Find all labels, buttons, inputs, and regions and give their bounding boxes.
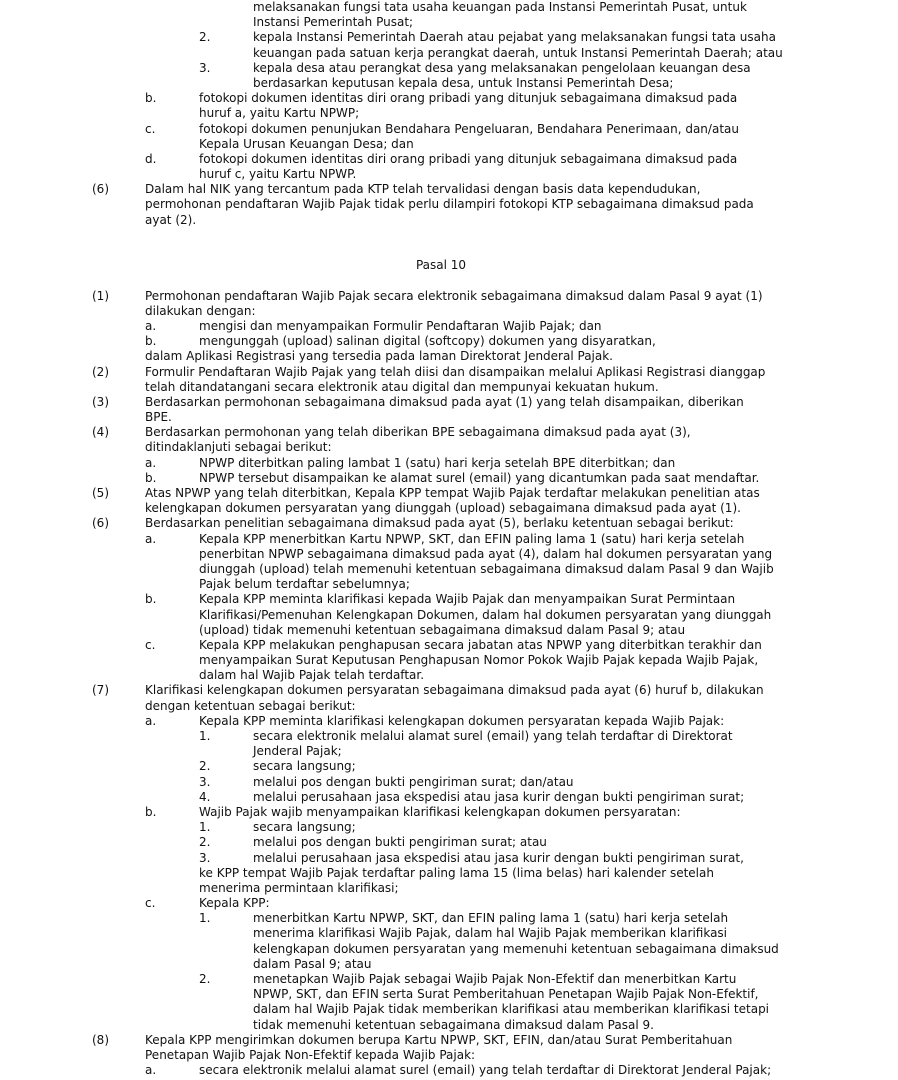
clause-text-line: telah ditandatangani secara elektronik atau digital dan mempunyai kekuatan hukum. xyxy=(145,379,659,394)
clause-marker: (5) xyxy=(92,486,109,500)
clause-item xyxy=(0,30,898,60)
clause-item xyxy=(0,334,898,349)
clause-item xyxy=(0,714,898,729)
clause-marker: a. xyxy=(145,1063,157,1078)
clause-text-line: keuangan pada satuan kerja perangkat daerah, untuk Instansi Pemerintah Daerah; atau xyxy=(253,45,783,60)
clause-text-line: Klarifikasi kelengkapan dokumen persyaratan sebagaimana dimaksud pada ayat (6) huruf b, dilakukan xyxy=(145,683,764,698)
article-heading: Pasal 10 xyxy=(415,258,467,273)
clause-item xyxy=(0,851,898,866)
clause-item xyxy=(0,638,898,684)
clause-text-line: dalam hal Wajib Pajak tidak memberikan klarifikasi atau memberikan klarifikasi tetapi xyxy=(253,1002,770,1017)
clause-marker: 2. xyxy=(199,759,211,774)
clause-marker: 3. xyxy=(199,60,211,75)
clause-item xyxy=(0,319,898,334)
clause-text-line: ke KPP tempat Wajib Pajak terdaftar paling lama 15 (lima belas) hari kalender setelah xyxy=(199,865,714,880)
clause-text-line: menerima klarifikasi Wajib Pajak, dalam hal Wajib Pajak memberikan klarifikasi xyxy=(253,926,728,941)
clause-text-line: Kepala KPP meminta klarifikasi kepada Wajib Pajak dan menyampaikan Surat Permintaan xyxy=(199,592,736,607)
clause-text-line: melaksanakan fungsi tata usaha keuangan pada Instansi Pemerintah Pusat, untuk xyxy=(253,0,747,14)
clause-item xyxy=(0,911,898,972)
clause-text-line: Penetapan Wajib Pajak Non-Efektif kepada Wajib Pajak: xyxy=(145,1047,476,1062)
clause-marker: b. xyxy=(145,804,157,819)
clause-text-line: fotokopi dokumen identitas diri orang pribadi yang ditunjuk sebagaimana dimaksud pada xyxy=(199,91,738,106)
clause-item xyxy=(0,972,898,1033)
clause-text-line: huruf c, yaitu Kartu NPWP. xyxy=(199,167,357,182)
clause-text-line: Atas NPWP yang telah diterbitkan, Kepala KPP tempat Wajib Pajak terdaftar melakukan penelitian atas xyxy=(145,486,760,500)
clause-text-line: dengan ketentuan sebagai berikut: xyxy=(145,698,356,713)
clause-text-line: (upload) tidak memenuhi ketentuan sebagaimana dimaksud dalam Pasal 9; atau xyxy=(199,622,686,637)
clause-text-line: secara langsung; xyxy=(253,759,356,774)
clause-text-line: penerbitan NPWP sebagaimana dimaksud pada ayat (4), dalam hal dokumen persyaratan yang xyxy=(199,546,773,561)
clause-text-line: menyampaikan Surat Keputusan Penghapusan Nomor Pokok Wajib Pajak kepada Wajib Pajak, xyxy=(199,653,759,668)
spacer xyxy=(0,243,898,258)
clause-text-line: menerbitkan Kartu NPWP, SKT, dan EFIN paling lama 1 (satu) hari kerja setelah xyxy=(253,911,729,926)
clause-item xyxy=(0,182,898,228)
clause-marker: 1. xyxy=(199,911,211,926)
clause-item xyxy=(0,122,898,152)
clause-text-line: secara langsung; xyxy=(253,820,356,835)
clause-text-line: melalui perusahaan jasa ekspedisi atau jasa kurir dengan bukti pengiriman surat, xyxy=(253,850,744,865)
clause-marker: 2. xyxy=(199,972,211,986)
clause-item xyxy=(0,592,898,638)
clause-text-line: NPWP diterbitkan paling lambat 1 (satu) hari kerja setelah BPE diterbitkan; dan xyxy=(199,455,676,470)
clause-item xyxy=(0,896,898,911)
clause-marker: 1. xyxy=(199,820,211,835)
clause-text-line: Pajak belum terdaftar sebelumnya; xyxy=(199,577,410,592)
clause-marker: 2. xyxy=(199,835,211,850)
clause-marker: c. xyxy=(145,121,156,136)
clause-item xyxy=(0,289,898,319)
clause-text-line: Kepala KPP melakukan penghapusan secara jabatan atas NPWP yang diterbitkan terakhir dan xyxy=(199,637,762,652)
clause-marker: (4) xyxy=(92,425,109,440)
clause-text-line: Permohonan pendaftaran Wajib Pajak secara elektronik sebagaimana dimaksud dalam Pasal 9 ayat (1) xyxy=(145,288,763,303)
clause-marker: 3. xyxy=(199,850,211,865)
clause-marker: (8) xyxy=(92,1032,109,1047)
clause-item xyxy=(0,866,898,896)
clause-text-line: Jenderal Pajak; xyxy=(253,744,342,759)
clause-text-line: NPWP tersebut disampaikan ke alamat surel (email) yang dicantumkan pada saat mendaftar. xyxy=(199,470,760,485)
clause-marker: (7) xyxy=(92,683,109,698)
clause-item xyxy=(0,759,898,774)
clause-text-line: kepala Instansi Pemerintah Daerah atau pejabat yang melaksanakan fungsi tata usaha xyxy=(253,30,776,45)
clause-text-line: BPE. xyxy=(145,410,172,425)
clause-text-line: Instansi Pemerintah Pusat; xyxy=(253,15,414,30)
clause-item xyxy=(0,729,898,759)
clause-text-line: mengunggah (upload) salinan digital (softcopy) dokumen yang disyaratkan, xyxy=(199,334,656,349)
clause-marker: b. xyxy=(145,470,157,485)
clause-item xyxy=(0,152,898,182)
clause-item xyxy=(0,775,898,790)
clause-text-line: ditindaklanjuti sebagai berikut: xyxy=(145,440,332,455)
clause-text-line: secara elektronik melalui alamat surel (email) yang telah terdaftar di Direktorat Jenderal Pajak; xyxy=(199,1063,772,1078)
clause-text-line: kepala desa atau perangkat desa yang melaksanakan pengelolaan keuangan desa xyxy=(253,60,751,75)
clause-text-line: Wajib Pajak wajib menyampaikan klarifikasi kelengkapan dokumen persyaratan: xyxy=(199,804,681,819)
clause-text-line: dilakukan dengan: xyxy=(145,303,256,318)
clause-text-line: tidak memenuhi ketentuan sebagaimana dimaksud dalam Pasal 9. xyxy=(253,1017,654,1032)
clause-marker: 3. xyxy=(199,774,211,789)
clause-item xyxy=(0,365,898,395)
clause-marker: a. xyxy=(145,713,157,728)
section-pasal-10 xyxy=(0,289,898,1079)
clause-marker: a. xyxy=(145,531,157,546)
clause-marker: 2. xyxy=(199,30,211,45)
clause-text-line: berdasarkan keputusan kepala desa, untuk Instansi Pemerintah Desa; xyxy=(253,75,674,90)
clause-text-line: mengisi dan menyampaikan Formulir Pendaftaran Wajib Pajak; dan xyxy=(199,318,602,333)
clause-text-line: dalam Aplikasi Registrasi yang tersedia pada laman Direktorat Jenderal Pajak. xyxy=(145,349,613,364)
clause-item xyxy=(0,683,898,713)
clause-text-line: Dalam hal NIK yang tercantum pada KTP telah tervalidasi dengan basis data kependudukan, xyxy=(145,182,701,197)
clause-marker: 1. xyxy=(199,729,211,743)
clause-item xyxy=(0,790,898,805)
clause-item xyxy=(0,61,898,91)
clause-text-line: Kepala KPP meminta klarifikasi kelengkapan dokumen persyaratan kepada Wajib Pajak: xyxy=(199,713,725,728)
clause-text-line: fotokopi dokumen penunjukan Bendahara Pengeluaran, Bendahara Penerimaan, dan/atau xyxy=(199,121,739,136)
clause-text-line: permohonan pendaftaran Wajib Pajak tidak perlu dilampiri fotokopi KTP sebagaimana dimaksud pada xyxy=(145,197,754,212)
clause-text-line: kelengkapan dokumen persyaratan yang diunggah (upload) sebagaimana dimaksud pada ayat (1). xyxy=(145,501,741,516)
clause-item xyxy=(0,425,898,455)
clause-text-line: Berdasarkan permohonan sebagaimana dimaksud pada ayat (1) yang telah disampaikan, diberikan xyxy=(145,394,744,409)
clause-marker: c. xyxy=(145,637,156,652)
clause-text-line: melalui pos dengan bukti pengiriman surat; atau xyxy=(253,835,547,850)
clause-marker: d. xyxy=(145,151,157,166)
clause-text-line: huruf a, yaitu Kartu NPWP; xyxy=(199,106,360,121)
clause-item xyxy=(0,835,898,850)
spacer xyxy=(0,273,898,288)
clause-text-line: secara elektronik melalui alamat surel (email) yang telah terdaftar di Direktorat xyxy=(253,729,733,743)
clause-marker: (2) xyxy=(92,364,109,379)
clause-item xyxy=(0,516,898,531)
clause-item xyxy=(0,456,898,471)
clause-marker: (1) xyxy=(92,288,109,303)
clause-text-line: menerima permintaan klarifikasi; xyxy=(199,880,399,895)
clause-text-line: Kepala KPP mengirimkan dokumen berupa Kartu NPWP, SKT, EFIN, dan/atau Surat Pemberitahuan xyxy=(145,1032,733,1047)
clause-text-line: dalam Pasal 9; atau xyxy=(253,956,372,971)
clause-text-line: Berdasarkan permohonan yang telah diberikan BPE sebagaimana dimaksud pada ayat (3), xyxy=(145,425,691,440)
clause-item xyxy=(0,471,898,486)
clause-text-line: Kepala KPP menerbitkan Kartu NPWP, SKT, dan EFIN paling lama 1 (satu) hari kerja setelah xyxy=(199,531,745,546)
clause-item xyxy=(0,91,898,121)
clause-item xyxy=(0,820,898,835)
clause-item xyxy=(0,805,898,820)
clause-text-line: Kepala Urusan Keuangan Desa; dan xyxy=(199,136,414,151)
clause-marker: c. xyxy=(145,896,156,911)
clause-item xyxy=(0,1033,898,1063)
clause-text-line: melalui pos dengan bukti pengiriman surat; dan/atau xyxy=(253,774,574,789)
clause-text-line: fotokopi dokumen identitas diri orang pribadi yang ditunjuk sebagaimana dimaksud pada xyxy=(199,151,738,166)
clause-marker: b. xyxy=(145,91,157,106)
spacer xyxy=(0,228,898,243)
clause-text-line: Formulir Pendaftaran Wajib Pajak yang telah diisi dan disampaikan melalui Aplikasi Registrasi dianggap xyxy=(145,364,766,379)
clause-text-line: Kepala KPP: xyxy=(199,896,270,911)
clause-text-line: Klarifikasi/Pemenuhan Kelengkapan Dokumen, dalam hal dokumen persyaratan yang diunggah xyxy=(199,607,772,622)
clause-item xyxy=(0,0,898,30)
clause-text-line: Berdasarkan penelitian sebagaimana dimaksud pada ayat (5), berlaku ketentuan sebagai berikut: xyxy=(145,516,734,531)
clause-text-line: menetapkan Wajib Pajak sebagai Wajib Pajak Non-Efektif dan menerbitkan Kartu xyxy=(253,972,737,986)
clause-item xyxy=(0,395,898,425)
clause-text-line: melalui perusahaan jasa ekspedisi atau jasa kurir dengan bukti pengiriman surat; xyxy=(253,789,745,804)
clause-item xyxy=(0,1063,898,1078)
clause-text-line: dalam hal Wajib Pajak telah terdaftar. xyxy=(199,668,425,683)
clause-text-line: diunggah (upload) telah memenuhi ketentuan sebagaimana dimaksud dalam Pasal 9 dan Wajib xyxy=(199,561,774,576)
clause-text-line: ayat (2). xyxy=(145,212,197,227)
clause-marker: b. xyxy=(145,334,157,349)
clause-marker: b. xyxy=(145,592,157,607)
section-pasal-9-tail xyxy=(0,0,898,228)
clause-marker: (6) xyxy=(92,182,109,197)
clause-item xyxy=(0,532,898,593)
clause-text-line: NPWP, SKT, dan EFIN serta Surat Pemberitahuan Penetapan Wajib Pajak Non-Efektif, xyxy=(253,987,759,1002)
clause-marker: (3) xyxy=(92,394,109,409)
clause-marker: a. xyxy=(145,455,157,470)
clause-marker: a. xyxy=(145,318,157,333)
clause-item xyxy=(0,349,898,364)
clause-marker: (6) xyxy=(92,516,109,531)
clause-marker: 4. xyxy=(199,789,211,804)
clause-item xyxy=(0,486,898,516)
clause-text-line: kelengkapan dokumen persyaratan yang memenuhi ketentuan sebagaimana dimaksud xyxy=(253,941,779,956)
